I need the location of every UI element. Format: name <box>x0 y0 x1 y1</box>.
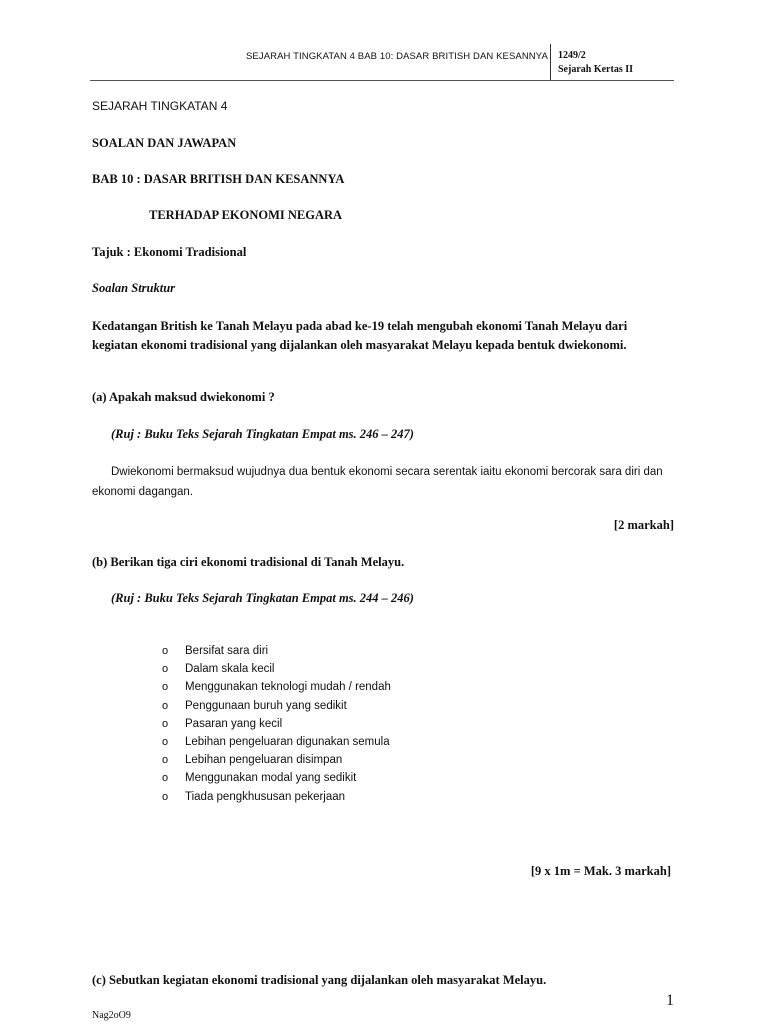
paper-code: 1249/2 <box>558 50 586 61</box>
bullet-marker: o <box>162 663 169 676</box>
footer-code: Nag2oO9 <box>92 1010 131 1021</box>
question-b-ref: (Ruj : Buku Teks Sejarah Tingkatan Empat ms. 244 – 246) <box>111 591 414 605</box>
list-item: o Bersifat sara diri <box>162 645 269 657</box>
question-c: (c) Sebutkan kegiatan ekonomi tradisional yang dijalankan oleh masyarakat Melayu. <box>92 973 547 987</box>
bullet-marker: o <box>162 645 169 657</box>
answer-b-list <box>162 645 391 809</box>
bullet-marker: o <box>162 754 169 767</box>
bullet-marker: o <box>162 772 169 785</box>
marks-a: [2 markah] <box>613 518 674 532</box>
doc-chapter-cont: TERHADAP EKONOMI NEGARA <box>149 208 343 222</box>
bullet-marker: o <box>162 790 169 803</box>
paper-name: Sejarah Kertas II <box>558 64 633 75</box>
list-item: o Lebihan pengeluaran digunakan semula <box>162 735 390 748</box>
bullet-marker: o <box>162 735 169 748</box>
doc-intro: Kedatangan British ke Tanah Melayu pada abad ke-19 telah mengubah ekonomi Tanah Melayu dari kegiatan ekonomi tradisional yang dijalankan oleh masyarakat Melayu kepada bentuk dwiekonomi. <box>92 319 628 352</box>
list-item: o Tiada pengkhususan pekerjaan <box>162 790 346 803</box>
list-item: o Dalam skala kecil <box>162 663 275 676</box>
header-paper-info <box>558 49 633 77</box>
question-a-ref: (Ruj : Buku Teks Sejarah Tingkatan Empat ms. 246 – 247) <box>111 427 414 441</box>
list-item: o Pasaran yang kecil <box>162 717 283 730</box>
bullet-marker: o <box>162 717 169 730</box>
list-item: o Menggunakan modal yang sedikit <box>162 772 357 785</box>
header-title: SEJARAH TINGKATAN 4 BAB 10: DASAR BRITISH DAN KESANNYA <box>246 51 548 62</box>
answer-a: Dwiekonomi bermaksud wujudnya dua bentuk ekonomi secara serentak iaitu ekonomi bercorak sara diri dan ekonomi dagangan. <box>92 466 663 498</box>
marks-b: [9 x 1m = Mak. 3 markah] <box>530 864 671 878</box>
doc-line-2: SOALAN DAN JAWAPAN <box>92 136 237 150</box>
question-b: (b) Berikan tiga ciri ekonomi tradisional di Tanah Melayu. <box>92 555 405 569</box>
doc-chapter: BAB 10 : DASAR BRITISH DAN KESANNYA <box>92 172 345 186</box>
bullet-marker: o <box>162 699 169 712</box>
list-item: o Penggunaan buruh yang sedikit <box>162 699 347 712</box>
doc-topic: Tajuk : Ekonomi Tradisional <box>92 245 247 259</box>
doc-section: Soalan Struktur <box>92 281 176 295</box>
doc-line-1: SEJARAH TINGKATAN 4 <box>92 99 228 113</box>
header-divider <box>550 44 551 81</box>
bullet-marker: o <box>162 681 169 694</box>
list-item: o Lebihan pengeluaran disimpan <box>162 754 343 767</box>
question-a: (a) Apakah maksud dwiekonomi ? <box>92 390 275 404</box>
list-item: o Menggunakan teknologi mudah / rendah <box>162 681 391 694</box>
header-rule <box>90 80 674 81</box>
page-number: 1 <box>666 992 674 1009</box>
